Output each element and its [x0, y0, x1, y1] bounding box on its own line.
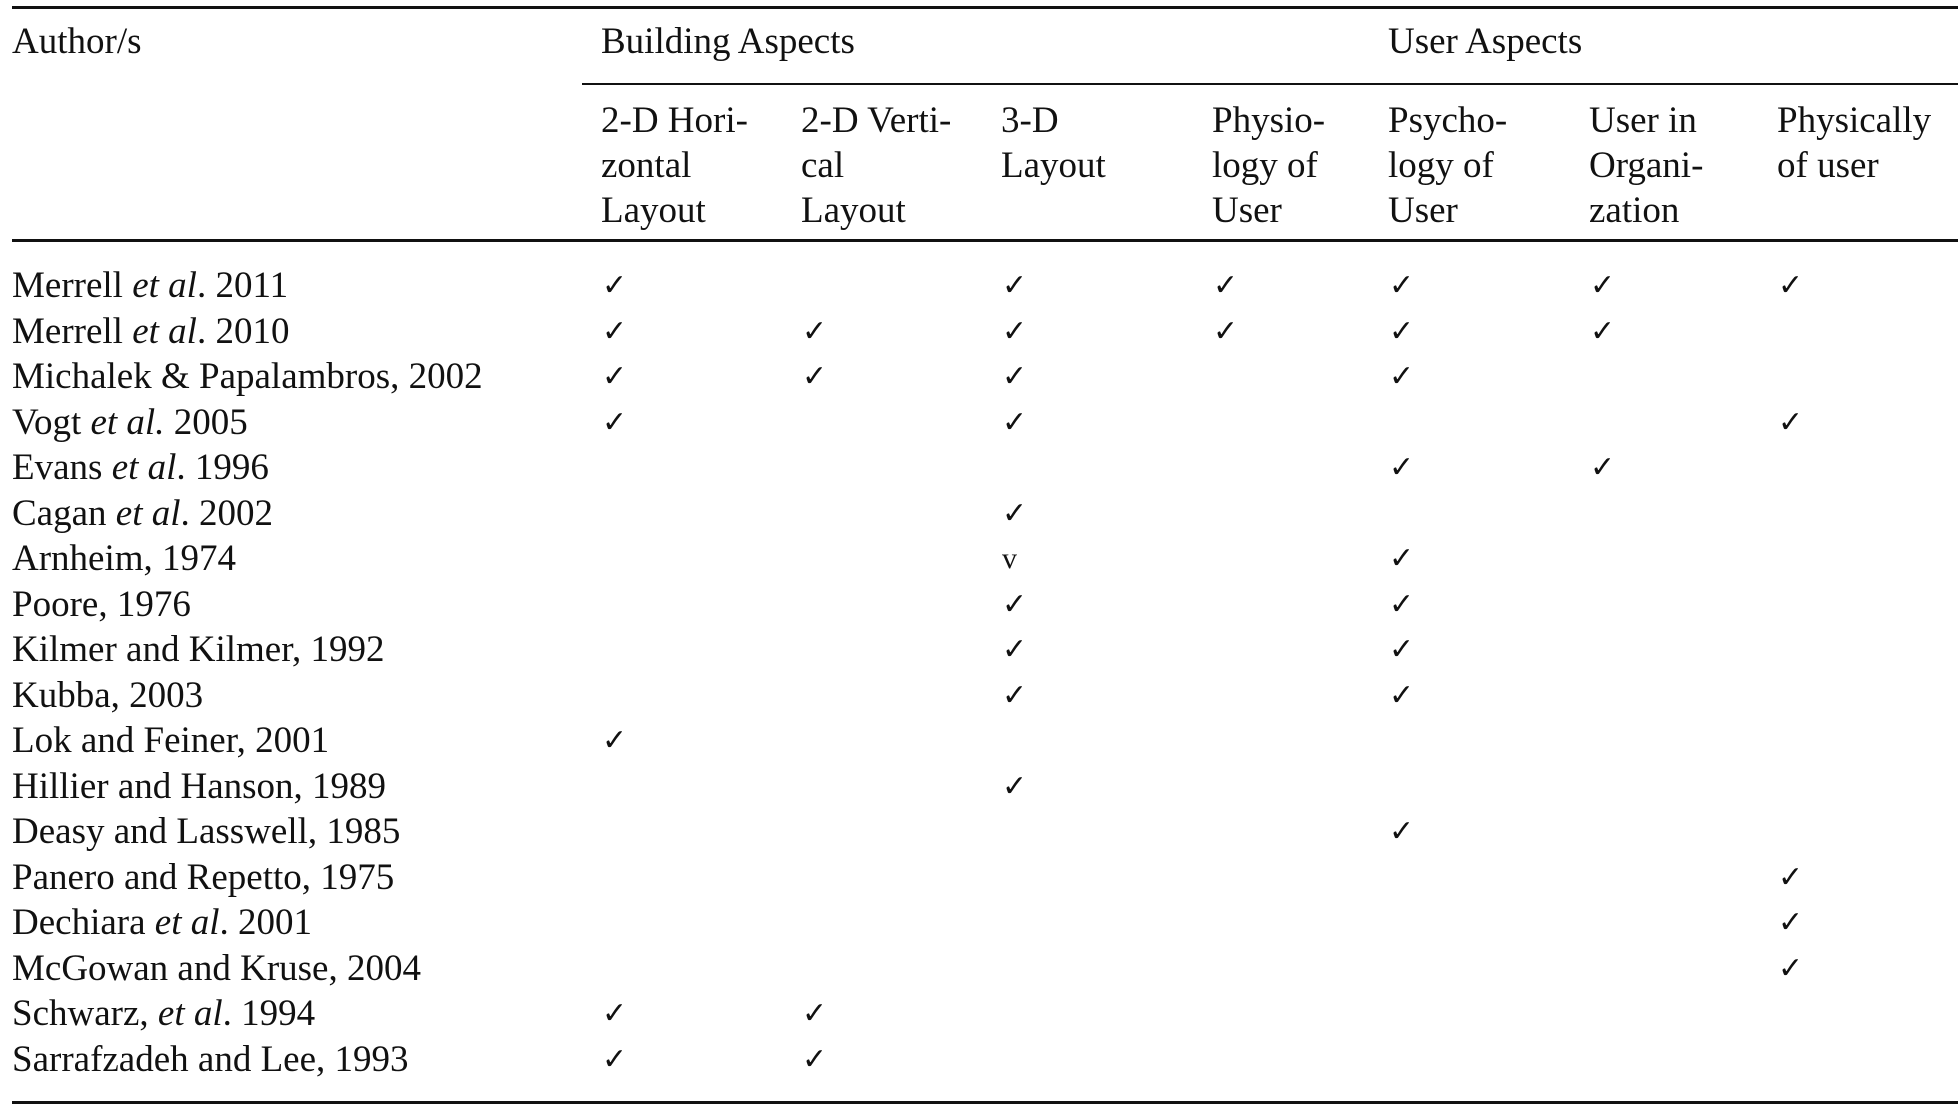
author-cell [12, 947, 421, 991]
check-mark-icon: ✓ [1590, 315, 1616, 348]
check-mark-icon: ✓ [602, 724, 628, 757]
check-mark-icon: ✓ [1002, 269, 1028, 302]
check-mark-icon: ✓ [1002, 588, 1028, 621]
check-mark-icon: ✓ [802, 315, 828, 348]
author-etal: et al [115, 493, 181, 534]
check-mark-icon: ✓ [1389, 269, 1415, 302]
author-text: Cagan [12, 493, 116, 534]
author-text: Deasy and Lasswell, 1985 [12, 811, 401, 852]
author-text: Hillier and Hanson, 1989 [12, 766, 387, 807]
author-cell [12, 674, 203, 718]
check-mark-icon: ✓ [1389, 451, 1415, 484]
column-header-physically-of-user: Physically of user [1777, 100, 1932, 186]
check-mark-icon: ✓ [602, 315, 628, 348]
author-cell [12, 537, 236, 581]
check-mark-icon: ✓ [1389, 815, 1415, 848]
building-aspects-header: Building Aspects [601, 21, 855, 62]
check-mark-icon: ✓ [1590, 451, 1616, 484]
check-mark-icon: ✓ [1213, 269, 1239, 302]
check-mark-icon: ✓ [1389, 588, 1415, 621]
check-mark-icon: ✓ [1778, 906, 1804, 939]
column-header-2d-vertical: 2-D Verti- cal Layout [801, 100, 952, 231]
author-text: . 1996 [176, 447, 269, 488]
check-mark-icon: ✓ [1778, 861, 1804, 894]
author-etal: et al [132, 311, 197, 352]
check-mark-icon: ✓ [1778, 952, 1804, 985]
check-mark-icon: ✓ [802, 360, 828, 393]
check-mark-icon: ✓ [1002, 360, 1028, 393]
author-cell [12, 446, 269, 490]
check-mark-icon: ✓ [802, 1043, 828, 1076]
check-mark-icon: ✓ [1389, 315, 1415, 348]
author-text: Vogt [12, 402, 91, 443]
author-cell [12, 765, 386, 809]
author-text: Merrell [12, 265, 133, 306]
author-cell [12, 492, 273, 536]
author-text: . 2011 [196, 265, 289, 306]
table-bottom-rule [12, 1101, 1958, 1104]
author-column-header: Author/s [12, 21, 142, 62]
check-mark-icon: ✓ [1002, 633, 1028, 666]
check-mark-icon: ✓ [1002, 497, 1028, 530]
check-mark-icon: ✓ [802, 997, 828, 1030]
author-text: Arnheim, 1974 [12, 538, 237, 579]
author-cell [12, 310, 289, 354]
header-group-rule [582, 83, 1958, 85]
author-cell [12, 355, 483, 399]
author-text: Merrell [12, 311, 133, 352]
author-etal: et al [154, 902, 220, 943]
check-mark-icon: ✓ [602, 997, 628, 1030]
check-mark-icon: ✓ [1389, 633, 1415, 666]
author-cell [12, 901, 312, 945]
author-text: . 1994 [222, 993, 316, 1034]
author-cell [12, 856, 394, 900]
author-text: Evans [12, 447, 112, 488]
author-text: Kilmer and Kilmer, 1992 [12, 629, 385, 670]
column-header-3d-layout: 3-D Layout [1001, 100, 1106, 186]
author-etal: et al [111, 447, 177, 488]
header-bottom-rule [12, 239, 1958, 242]
check-mark-icon: ✓ [1389, 360, 1415, 393]
check-mark-icon: ✓ [1389, 679, 1415, 712]
check-mark-icon: ✓ [1778, 406, 1804, 439]
check-mark-icon: ✓ [1002, 406, 1028, 439]
author-cell [12, 583, 191, 627]
v-mark: v [1002, 542, 1017, 575]
check-mark-icon: ✓ [602, 360, 628, 393]
author-text: Kubba, 2003 [12, 675, 204, 716]
column-header-physiology: Physio- logy of User [1212, 100, 1326, 231]
author-cell [12, 810, 400, 854]
author-text: McGowan and Kruse, 2004 [12, 948, 421, 989]
check-mark-icon: ✓ [1002, 770, 1028, 803]
author-cell [12, 719, 329, 763]
check-mark-icon: ✓ [1002, 315, 1028, 348]
author-text: Lok and Feiner, 2001 [12, 720, 330, 761]
author-text: . 2001 [219, 902, 312, 943]
author-text: Sarrafzadeh and Lee, 1993 [12, 1039, 409, 1080]
author-text: Schwarz, [12, 993, 158, 1034]
author-cell [12, 628, 385, 672]
check-mark-icon: ✓ [1778, 269, 1804, 302]
author-cell [12, 992, 315, 1036]
check-mark-icon: ✓ [602, 1043, 628, 1076]
check-mark-icon: ✓ [1213, 315, 1239, 348]
author-cell [12, 401, 248, 445]
column-header-user-in-organization: User in Organi- zation [1589, 100, 1704, 231]
table-top-rule [12, 6, 1958, 9]
check-mark-icon: ✓ [1002, 679, 1028, 712]
author-cell [12, 1038, 409, 1082]
check-mark-icon: ✓ [1389, 542, 1415, 575]
author-cell [12, 264, 288, 308]
check-mark-icon: ✓ [602, 406, 628, 439]
check-mark-icon: ✓ [602, 269, 628, 302]
author-etal: et al [132, 265, 197, 306]
author-etal: et al. [90, 402, 165, 443]
author-text: Michalek & Papalambros, 2002 [12, 356, 483, 397]
author-text: Panero and Repetto, 1975 [12, 857, 395, 898]
check-mark-icon: ✓ [1590, 269, 1616, 302]
user-aspects-header: User Aspects [1388, 21, 1583, 62]
author-text: . 2002 [180, 493, 274, 534]
column-header-psychology: Psycho- logy of User [1388, 100, 1508, 231]
author-text: Poore, 1976 [12, 584, 191, 625]
author-text: . 2010 [196, 311, 290, 352]
column-header-2d-horizontal: 2-D Hori- zontal Layout [601, 100, 748, 231]
author-text: 2005 [164, 402, 248, 443]
author-etal: et al [157, 993, 223, 1034]
author-text: Dechiara [12, 902, 155, 943]
